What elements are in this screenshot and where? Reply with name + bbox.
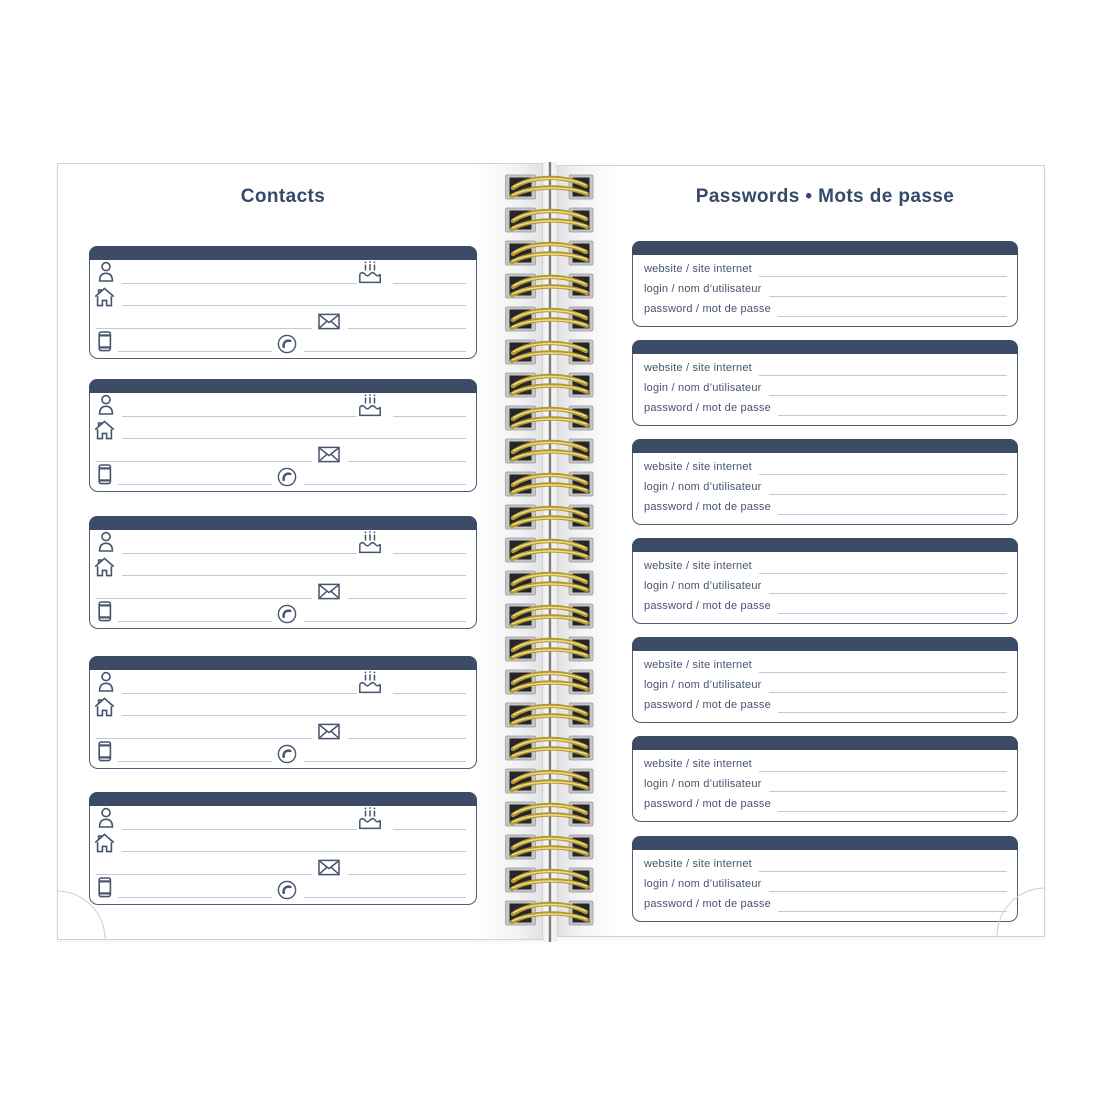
wire-coils (506, 175, 594, 925)
login-label: login / nom d’utilisateur (644, 481, 762, 493)
smartphone-icon (98, 741, 112, 762)
envelope-icon (318, 723, 340, 740)
login-write-line[interactable] (769, 481, 1007, 495)
password-fields (644, 752, 1007, 812)
phone-write-line[interactable] (304, 749, 466, 762)
house-icon (94, 420, 115, 440)
password-card (632, 736, 1018, 822)
email-write-line[interactable] (348, 586, 466, 599)
birthday-cake-icon (357, 670, 383, 695)
address-write-line[interactable] (122, 563, 466, 576)
mobile-write-line[interactable] (118, 339, 272, 352)
password-label: password / mot de passe (644, 600, 771, 612)
login-write-line[interactable] (769, 283, 1007, 297)
login-label: login / nom d’utilisateur (644, 580, 762, 592)
person-icon (97, 531, 115, 552)
birthday-cake-icon (357, 393, 383, 418)
house-icon (94, 557, 115, 577)
login-label: login / nom d’utilisateur (644, 382, 762, 394)
password-label: password / mot de passe (644, 898, 771, 910)
password-card-header (632, 241, 1018, 255)
website-field-row (644, 257, 1007, 277)
phone-icon (277, 744, 297, 764)
login-field-row (644, 872, 1007, 892)
birthday-write-line[interactable] (393, 404, 466, 417)
login-field-row (644, 772, 1007, 792)
email-write-line[interactable] (348, 862, 466, 875)
website-write-line[interactable] (759, 461, 1007, 475)
phone-icon (277, 334, 297, 354)
website-label: website / site internet (644, 362, 752, 374)
spiral-binding (490, 160, 610, 945)
password-card (632, 836, 1018, 922)
mobile-write-line[interactable] (118, 472, 272, 485)
person-icon (97, 807, 115, 828)
address-write-line-2[interactable] (96, 316, 312, 329)
login-field-row (644, 673, 1007, 693)
name-write-line[interactable] (122, 681, 357, 694)
contact-card-header (89, 516, 477, 530)
login-label: login / nom d’utilisateur (644, 283, 762, 295)
website-write-line[interactable] (759, 659, 1007, 673)
password-field-row (644, 495, 1007, 515)
birthday-write-line[interactable] (393, 681, 466, 694)
phone-write-line[interactable] (304, 472, 466, 485)
password-card (632, 637, 1018, 723)
login-field-row (644, 277, 1007, 297)
password-card-header (632, 340, 1018, 354)
house-icon (94, 833, 115, 853)
website-label: website / site internet (644, 758, 752, 770)
person-icon (97, 671, 115, 692)
mobile-write-line[interactable] (118, 609, 272, 622)
address-write-line[interactable] (122, 839, 466, 852)
contacts-page (57, 163, 543, 940)
contacts-title: Contacts (240, 186, 326, 207)
password-card (632, 439, 1018, 525)
contact-card-header (89, 792, 477, 806)
email-write-line[interactable] (348, 726, 466, 739)
birthday-cake-icon (357, 530, 383, 555)
website-label: website / site internet (644, 461, 752, 473)
contact-card-header (89, 379, 477, 393)
password-field-row (644, 594, 1007, 614)
login-write-line[interactable] (769, 679, 1007, 693)
login-label: login / nom d’utilisateur (644, 778, 762, 790)
website-label: website / site internet (644, 858, 752, 870)
birthday-write-line[interactable] (393, 541, 466, 554)
password-field-row (644, 396, 1007, 416)
password-write-line[interactable] (778, 798, 1007, 812)
name-write-line[interactable] (122, 404, 357, 417)
envelope-icon (318, 313, 340, 330)
website-field-row (644, 455, 1007, 475)
password-label: password / mot de passe (644, 699, 771, 711)
passwords-title: Passwords • Mots de passe (695, 186, 955, 207)
passwords-page (557, 165, 1045, 937)
password-card (632, 340, 1018, 426)
birthday-cake-icon (357, 260, 383, 285)
address-write-line[interactable] (122, 426, 466, 439)
website-label: website / site internet (644, 560, 752, 572)
address-write-line-2[interactable] (96, 449, 312, 462)
name-write-line[interactable] (122, 817, 357, 830)
login-field-row (644, 376, 1007, 396)
envelope-icon (318, 583, 340, 600)
login-write-line[interactable] (769, 878, 1007, 892)
password-card (632, 538, 1018, 624)
password-card-header (632, 439, 1018, 453)
name-write-line[interactable] (122, 271, 357, 284)
address-write-line-2[interactable] (96, 862, 312, 875)
website-field-row (644, 554, 1007, 574)
password-write-line[interactable] (778, 600, 1007, 614)
login-label: login / nom d’utilisateur (644, 679, 762, 691)
password-label: password / mot de passe (644, 303, 771, 315)
password-label: password / mot de passe (644, 798, 771, 810)
person-icon (97, 261, 115, 282)
email-write-line[interactable] (348, 449, 466, 462)
login-field-row (644, 574, 1007, 594)
address-write-line-2[interactable] (96, 586, 312, 599)
phone-write-line[interactable] (304, 609, 466, 622)
address-write-line[interactable] (122, 293, 466, 306)
contact-card (89, 656, 477, 769)
password-fields (644, 455, 1007, 515)
email-write-line[interactable] (348, 316, 466, 329)
password-write-line[interactable] (778, 402, 1007, 416)
password-field-row (644, 297, 1007, 317)
die-cut-corner-icon (57, 888, 109, 940)
password-field-row (644, 693, 1007, 713)
password-write-line[interactable] (778, 501, 1007, 515)
website-write-line[interactable] (759, 263, 1007, 277)
address-write-line-2[interactable] (96, 726, 312, 739)
birthday-write-line[interactable] (393, 271, 466, 284)
website-field-row (644, 356, 1007, 376)
password-label: password / mot de passe (644, 402, 771, 414)
contact-card (89, 516, 477, 629)
envelope-icon (318, 446, 340, 463)
website-field-row (644, 752, 1007, 772)
website-write-line[interactable] (759, 858, 1007, 872)
password-write-line[interactable] (778, 898, 1007, 912)
password-card-header (632, 538, 1018, 552)
phone-icon (277, 467, 297, 487)
phone-write-line[interactable] (304, 885, 466, 898)
password-card-header (632, 836, 1018, 850)
contact-card-header (89, 246, 477, 260)
login-label: login / nom d’utilisateur (644, 878, 762, 890)
password-fields (644, 554, 1007, 614)
password-label: password / mot de passe (644, 501, 771, 513)
password-field-row (644, 892, 1007, 912)
login-field-row (644, 475, 1007, 495)
password-fields (644, 257, 1007, 317)
house-icon (94, 287, 115, 307)
password-fields (644, 356, 1007, 416)
mobile-write-line[interactable] (118, 885, 272, 898)
birthday-cake-icon (357, 806, 383, 831)
password-card-header (632, 637, 1018, 651)
die-cut-corner-icon (993, 885, 1045, 937)
smartphone-icon (98, 601, 112, 622)
login-write-line[interactable] (769, 580, 1007, 594)
smartphone-icon (98, 331, 112, 352)
website-label: website / site internet (644, 659, 752, 671)
phone-write-line[interactable] (304, 339, 466, 352)
password-card-header (632, 736, 1018, 750)
login-write-line[interactable] (769, 778, 1007, 792)
contact-card (89, 379, 477, 492)
login-write-line[interactable] (769, 382, 1007, 396)
envelope-icon (318, 859, 340, 876)
name-write-line[interactable] (122, 541, 357, 554)
password-fields (644, 653, 1007, 713)
contact-card (89, 792, 477, 905)
phone-icon (277, 604, 297, 624)
contact-card-header (89, 656, 477, 670)
smartphone-icon (98, 464, 112, 485)
website-field-row (644, 852, 1007, 872)
birthday-write-line[interactable] (393, 817, 466, 830)
person-icon (97, 394, 115, 415)
password-write-line[interactable] (778, 303, 1007, 317)
password-fields (644, 852, 1007, 912)
website-write-line[interactable] (759, 560, 1007, 574)
phone-icon (277, 880, 297, 900)
website-write-line[interactable] (759, 362, 1007, 376)
contact-card (89, 246, 477, 359)
address-write-line[interactable] (122, 703, 466, 716)
website-write-line[interactable] (759, 758, 1007, 772)
password-field-row (644, 792, 1007, 812)
website-label: website / site internet (644, 263, 752, 275)
password-card (632, 241, 1018, 327)
mobile-write-line[interactable] (118, 749, 272, 762)
house-icon (94, 697, 115, 717)
password-write-line[interactable] (778, 699, 1007, 713)
website-field-row (644, 653, 1007, 673)
